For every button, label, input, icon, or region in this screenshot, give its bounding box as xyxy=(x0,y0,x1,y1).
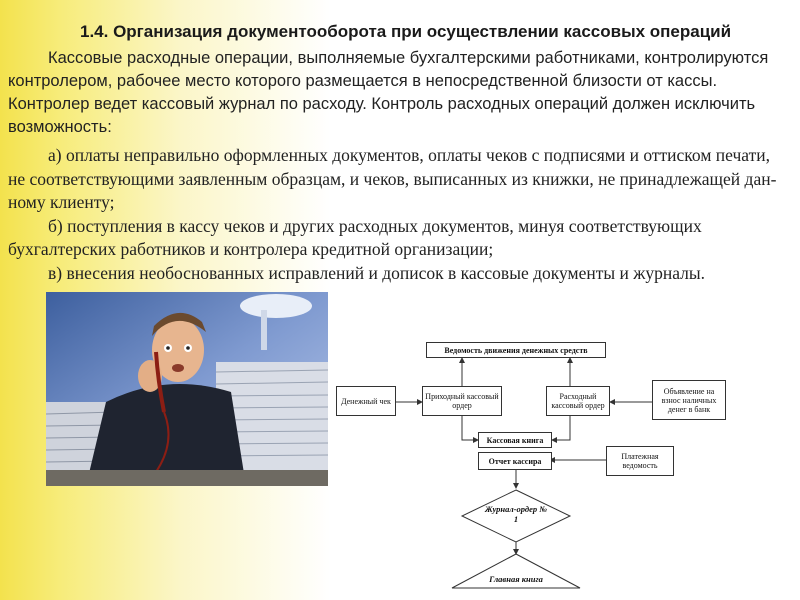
cash-check-box: Денежный чек xyxy=(336,386,396,416)
item-b: б) поступления в кассу чеков и других расходных документов, минуя соответствующих бухгалтерских работников и контролера кредитной организации; xyxy=(8,215,702,259)
general-ledger-label: Главная книга xyxy=(489,574,543,584)
document-flow-diagram xyxy=(334,328,734,596)
item-a: а) оплаты неправильно оформленных документов, оплаты чеков с подписями и оттиском печати, не соответствующими заявленным образцам, и чеков, выписанных из книжки, не принадлежащей дан-ному клиенту; xyxy=(8,145,777,212)
expense-order-box: Расходный кассовый ордер xyxy=(546,386,610,416)
slide-title: 1.4. Организация документооборота при осуществлении кассовых операций xyxy=(80,22,732,41)
payment-sheet-box: Платежная ведомость xyxy=(606,446,674,476)
flow-top-box: Ведомость движения денежных средств xyxy=(426,342,606,358)
cashier-report-box: Отчет кассира xyxy=(478,452,552,470)
cash-book-box: Кассовая книга xyxy=(478,432,552,448)
intro-paragraph: Кассовые расходные операции, выполняемые бухгалтерскими работниками, контролируются контролером, рабочее место которого размещается в непосредственной близости от кассы. Контролер ведет кассовый журнал по расходу. Контроль расходных операций должен исключить возможность: xyxy=(8,49,769,136)
office-worker-photo xyxy=(46,292,328,486)
item-c: в) внесения необоснованных исправлений и дописок в кассовые документы и журналы. xyxy=(48,262,705,283)
items-list xyxy=(8,144,788,285)
announcement-box: Объявление на взнос наличных денег в банк xyxy=(652,380,726,420)
journal-order-label: Журнал-ордер № 1 xyxy=(484,504,548,524)
income-order-box: Приходный кассовый ордер xyxy=(422,386,502,416)
